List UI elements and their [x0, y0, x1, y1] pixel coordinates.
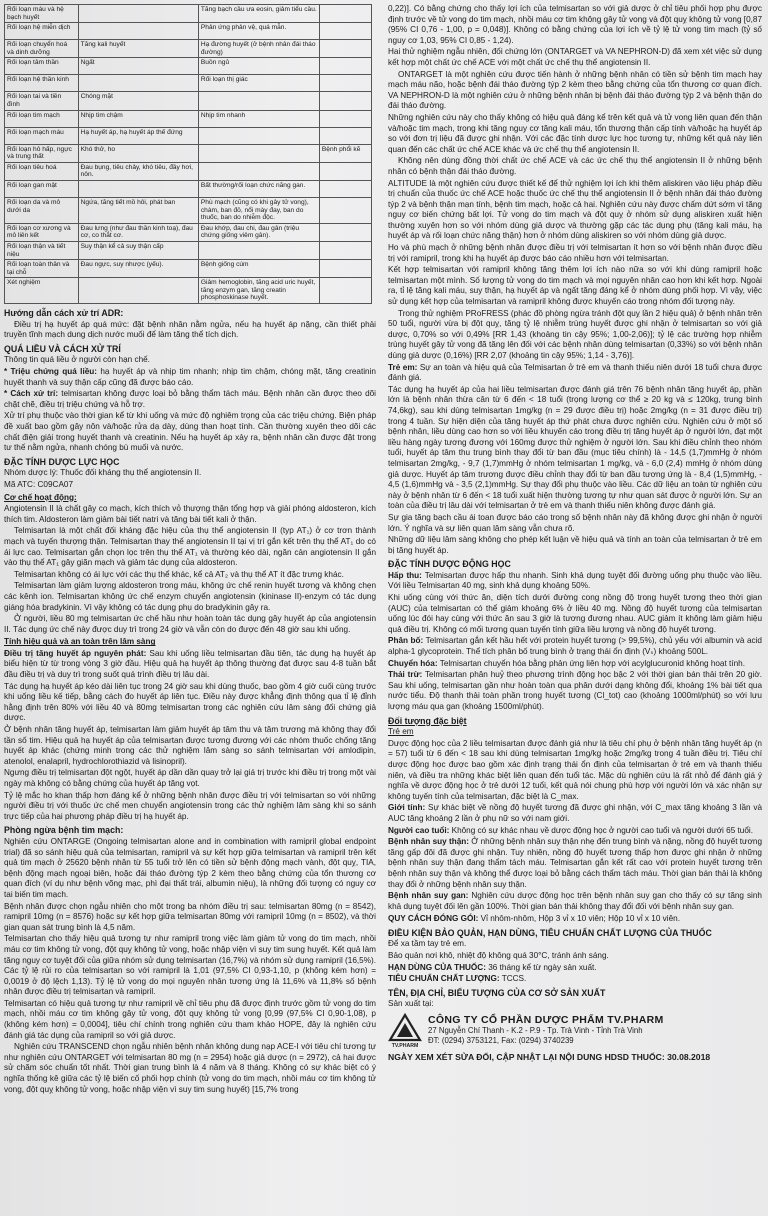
children-note: Trẻ em: Sự an toàn và hiệu quả của Telmisartan ở trẻ em và thanh thiếu niên dưới 18 tuổi chưa được đánh giá.	[388, 362, 762, 383]
adr-table-cell: Khó thở, ho	[78, 144, 198, 162]
essential-2: Tác dụng hạ huyết áp kéo dài liên tục trong 24 giờ sau khi dùng thuốc, bao gồm 4 giờ cuối cùng trước khi uống liều kế tiếp, bằng cách đo huyết áp liên tục. Điều này được khẳng định thông qua tỉ lệ đỉnh hằng định trên 80% với liều 40 và 80mg telmisartan trong các nghiên cứu lâm sàng đối chứng giả dược.	[4, 681, 376, 723]
adr-table-cell	[319, 40, 371, 58]
adr-table-cell: Đau bụng, tiêu chảy, khó tiêu, đầy hơi, nôn.	[78, 162, 198, 180]
right-column	[388, 4, 762, 1212]
adr-table-cell: Phù mạch (cũng có khi gây tử vong), chàm, ban đỏ, nổi mày đay, ban do thuốc, ban do nhiễm độc.	[198, 197, 319, 223]
atc-code: Mã ATC: C09CA07	[4, 479, 74, 489]
adr-table-cell: Hạ huyết áp, hạ huyết áp thế đứng	[78, 127, 198, 144]
absorption-2: Khi uống cùng với thức ăn, diện tích dưới đường cong nồng độ trong huyết tương theo thời gian (AUC) của telmisartan có thể giảm khoảng 6% ở liều 40 mg. Nồng độ huyết tương của telmisartan uống lúc đói hay cùng với thức ăn sau 3 giờ là tương đương nhau. AUC giảm ít không làm giảm hiệu quả điều trị. Không có mối tương quan tuyến tính giữa liều lượng và nồng độ huyết tương.	[388, 593, 762, 634]
cv-1: Nghiên cứu ONTARGE (Ongoing telmisartan alone and in combination with ramipril global endpoint trial) đã so sánh hiệu quả của telmisartan, ramipril và sự kết hợp giữa telmisartan và ramipril trên kết quả tim mạch ở 25620 bệnh nhân từ 55 tuổi trở lên có tiền sử bệnh động mạch vành, đột quỵ, TIA, bệnh động mạch ngoại biên, hoặc đái tháo đường týp 2 kèm theo bằng chứng của tổn thương cơ quan đích (ví dụ như bệnh võng mạc, phì đại thất trái, albumin niệu), là những đối tượng có nguy cơ tai biến tim mạch.	[4, 836, 376, 899]
adr-table-cell: Rối loạn hô hấp, ngực và trung thất	[5, 144, 79, 162]
adr-table-row	[5, 180, 372, 197]
sex: Giới tính: Sự khác biệt về nồng độ huyết tương đã được ghi nhận, với C_max tăng khoảng 3 lần và AUC tăng khoảng 2 lần ở phụ nữ so với nam giới.	[388, 803, 762, 823]
adr-heading: Hướng dẫn cách xử trí ADR:	[4, 308, 124, 319]
adr-table-row	[5, 92, 372, 110]
overdose-treatment-2: Xử trí phụ thuộc vào thời gian kể từ khi uống và mức độ nghiêm trọng của các triệu chứng. Biện pháp đề xuất bao gồm gây nôn và/hoặc rửa dạ dày, dùng than hoạt tính. Cần thường xuyên theo dõi các chất điện giải trong huyết thanh và creatinin. Nếu hạ huyết áp xảy ra, bệnh nhân cần được đặt trong tư thế nằm ngửa, nhanh chóng bù muối và nước.	[4, 411, 376, 453]
adr-table-cell: Rối loạn thận và tiết niệu	[5, 241, 79, 259]
quality-standard: TIÊU CHUẨN CHẤT LƯỢNG: TCCS.	[388, 974, 527, 984]
r4: Những nghiên cứu này cho thấy không có hiệu quả đáng kể trên kết quả và tử vong liên quan đến thận và/hoặc tim mạch, trong khi tăng nguy cơ tăng kali máu, tổn thương thận cấp tính và/hoặc hạ huyết áp so với đơn trị liệu đã được ghi nhận. Với các đặc tính dược lực học tương tự, những kết quả này liên quan đến các chất ức chế ACE khác và ức chế thụ thể angiotensin II.	[388, 112, 762, 154]
renal: Bệnh nhân suy thận: Ở những bệnh nhân suy thận nhẹ đến trung bình và nặng, nồng độ huyết tương tăng gấp đôi đã được ghi nhận. Tuy nhiên, nồng độ huyết tương thấp hơn được ghi nhận ở những bệnh nhân suy thận đang thẩm tách máu. Telmisartan gắn kết rất cao với protein huyết tương trên bệnh nhân suy thận và không thể được loại bỏ bằng cách thẩm tách máu. Thời gian bán thải là không thay đổi ở những bệnh nhân suy thận.	[388, 837, 762, 889]
adr-table-cell: Tăng kali huyết	[78, 40, 198, 58]
adr-table-cell	[319, 75, 371, 92]
adr-table-cell: Xét nghiệm	[5, 278, 79, 304]
storage-2: Bảo quản nơi khô, nhiệt độ không quá 30°C, tránh ánh sáng.	[388, 951, 609, 961]
adr-table-row	[5, 58, 372, 75]
adr-table-cell	[319, 278, 371, 304]
adr-table-cell	[319, 162, 371, 180]
adr-table-cell	[319, 127, 371, 144]
essential-5: Tỷ lệ mắc ho khan thấp hơn đáng kể ở những bệnh nhân được điều trị với telmisartan so với những người điều trị với thuốc ức chế men chuyển angiotensin trong các thử nghiệm lâm sàng khi so sánh trực tiếp của hai phương pháp điều trị hạ huyết áp.	[4, 790, 376, 821]
adr-table-cell: Rối loạn toàn thân và tại chỗ	[5, 260, 79, 278]
adr-table-cell: Suy thận kể cả suy thận cấp	[78, 241, 198, 259]
metabolism: Chuyển hóa: Telmisartan chuyển hóa bằng phản ứng liên hợp với acylglucuronid không hoạt tính.	[388, 658, 745, 668]
adr-table-row	[5, 5, 372, 23]
company-name: CÔNG TY CỔ PHẦN DƯỢC PHẨM TV.PHARM	[428, 1014, 664, 1027]
adr-table-cell	[198, 127, 319, 144]
hepatic: Bệnh nhân suy gan: Nghiên cứu dược động học trên bệnh nhân suy gan cho thấy có sự tăng sinh khả dụng tuyệt đối lên gần 100%. Thời gian bán thải không thay đổi đối với bệnh nhân suy gan.	[388, 891, 762, 911]
r1: 0,22)]. Có bằng chứng cho thấy lợi ích của telmisartan so với giả dược ở chỉ tiêu phối hợp phụ được định trước về tử vong do tim mạch, nhồi máu cơ tim không gây tử vong và đột quỵ không tử vong [0,87 (95% CI 0,76 - 1,00, p = 0,048)]. Không có bằng chứng của lợi ích về tỷ lệ tử vong tim mạch (tỷ số nguy cơ 1,03, 95% CI 0,85 - 1,24).	[388, 4, 762, 45]
packaging: QUY CÁCH ĐÓNG GÓI: Vỉ nhôm-nhôm, Hộp 3 vỉ x 10 viên; Hộp 10 vỉ x 10 viên.	[388, 914, 680, 924]
company-phone: ĐT: (0294) 3753121, Fax: (0294) 3740239	[428, 1036, 574, 1046]
adr-table-cell: Đau ngực, suy nhược (yếu).	[78, 260, 198, 278]
adr-table-row	[5, 260, 372, 278]
adr-table-cell	[319, 23, 371, 40]
revision-date: NGÀY XEM XÉT SỬA ĐỔI, CẬP NHẬT LẠI NỘI DUNG HDSD THUỐC: 30.08.2018	[388, 1052, 711, 1063]
elimination: Thải trừ: Telmisartan phân huỷ theo phương trình động học bậc 2 với thời gian bán thải trên 20 giờ. Sau khi uống, telmisartan gần như hoàn toàn qua phân dưới dạng không đổi, khoảng 1% bài tiết qua nước tiểu. Độ thanh thải toàn phần trong huyết tương (Cl_tot) cao (khoảng 1000ml/phút) so với lưu lượng máu qua gan (khoảng 1500ml/phút).	[388, 670, 762, 711]
company-info	[428, 1013, 664, 1047]
logo-text: TV.PHARM	[391, 1043, 419, 1050]
adr-table-row	[5, 127, 372, 144]
r2: Hai thử nghiệm ngẫu nhiên, đối chứng lớn (ONTARGET và VA NEPHRON-D) đã xem xét việc sử dụng kết hợp một chất ức chế ACE với một chất ức chế thụ thể angiotensin II.	[388, 47, 762, 67]
adr-table-cell: Tăng bạch cầu ưa eosin, giảm tiểu cầu.	[198, 5, 319, 23]
adr-table-row	[5, 144, 372, 162]
essential-hypertension: Điều trị tăng huyết áp nguyên phát: Sau khi uống liều telmisartan đầu tiên, tác dụng hạ huyết áp biểu hiện từ từ trong vòng 3 giờ đầu. Hiệu quả hạ huyết áp thông thường đạt được sau 4-8 tuần bắt đầu điều trị và duy trì trong suốt quá trình điều trị lâu dài.	[4, 648, 376, 680]
adr-table-cell: Giảm hemoglobin, tăng acid uric huyết, tăng enzym gan, tăng creatin phosphoskinase huyết.	[198, 278, 319, 304]
adr-table-row	[5, 241, 372, 259]
adr-table-cell: Rối loạn tim mạch	[5, 110, 79, 127]
essential-4: Ngưng điều trị telmisartan đột ngột, huyết áp dần dần quay trở lại giá trị trước khi điều trị trong một vài ngày mà không có bằng chứng của huyết áp tăng vọt.	[4, 768, 376, 788]
company-block	[388, 1013, 762, 1049]
adr-table-cell	[198, 162, 319, 180]
adr-table-row	[5, 75, 372, 92]
adr-table-cell: Bệnh phổi kẽ	[319, 144, 371, 162]
adr-table-cell	[198, 92, 319, 110]
adr-table-cell: Rối loạn thị giác	[198, 75, 319, 92]
manufacturer-heading: TÊN, ĐỊA CHỈ, BIỂU TƯỢNG CỦA CƠ SỞ SẢN XUẤT	[388, 987, 606, 998]
pharmacologic-group: Nhóm dược lý: Thuốc đối kháng thụ thể angiotensin II.	[4, 468, 202, 478]
cv-4: Telmisartan có hiệu quả tương tự như ramipril về chỉ tiêu phụ đã được định trước gồm tử vong do tim mạch, nhồi máu cơ tim không gây tử vong, đột quỵ không tử vong [0,99 (97,5% CI 0,90-1,08), p (không kém hơn) = 0,0004], tiêu chí chính trong nghiên cứu tham khảo HOPE, đây là nghiên cứu đánh giá tác dụng của ramipril so với giả dược.	[4, 998, 376, 1040]
mechanism-3: Telmisartan không có ái lực với các thụ thể khác, kể cả AT₂ và thụ thể AT ít đặc trưng khác.	[14, 569, 344, 579]
adr-table-cell: Rối loạn tiêu hoá	[5, 162, 79, 180]
adr-table-cell	[319, 92, 371, 110]
overdose-intro: Thông tin quá liều ở người còn hạn chế.	[4, 355, 150, 365]
r7: Ho và phù mạch ở những bệnh nhân được điều trị với telmisartan ít hơn so với bệnh nhân được điều trị với ramipril, trong khi hạ huyết áp được báo cáo nhiều hơn với telmisartan.	[388, 243, 762, 263]
mechanism-5: Ở người, liều 80 mg telmisartan ức chế hầu như hoàn toàn tác dụng gây huyết áp của angiotensin II. Tác dụng ức chế này được duy trì trong 24 giờ và vẫn còn do được đến 48 giờ sau khi uống.	[4, 614, 376, 634]
adr-table-cell: Bất thường/rối loạn chức năng gan.	[198, 180, 319, 197]
adr-table-cell: Đau khớp, đau chi, đau gân (triệu chứng giống viêm gân).	[198, 223, 319, 241]
adr-table-cell: Rối loạn hệ thần kinh	[5, 75, 79, 92]
adr-table-cell	[319, 197, 371, 223]
adr-table-cell: Chóng mặt	[78, 92, 198, 110]
adr-table-cell: Rối loạn da và mô dưới da	[5, 197, 79, 223]
cv-5: Nghiên cứu TRANSCEND chọn ngẫu nhiên bệnh nhân không dung nạp ACE-I với tiêu chí tương tự như nghiên cứu ONTARGET với telmisartan 80 mg (n = 2954) hoặc giả dược (n = 2972), cả hai được sử chăm sóc chuẩn tốt nhất. Thời gian trung bình là 4 năm và 8 tháng. Không có sự khác biệt có ý nghĩa thống kê giữa các tỷ lệ biến cố phối hợp chính (tử vong do tim mạch, nhồi máu cơ tim không tử vong, đột quỵ không tử vong, hoặc nhập viện vì suy tim sung huyết) [15,7% trong	[4, 1042, 376, 1094]
r8: Kết hợp telmisartan với ramipril không tăng thêm lợi ích nào nữa so với khi dùng ramipril hoặc telmisartan một mình. Số lượng tử vong do tim mạch và mọi nguyên nhân cao hơn khi kết hợp. Ngoài ra, tỉ lệ tăng kali máu, suy thận, hạ huyết áp và ngất tăng đáng kể ở nhóm dùng phối hợp. Vì vậy, việc sử dụng kết hợp của telmisartan và ramipril không được khuyến cáo trong nhóm đối tượng này.	[388, 265, 762, 307]
cv-prevention-heading: Phòng ngừa bệnh tim mạch:	[4, 825, 124, 836]
adr-table-cell	[78, 5, 198, 23]
efficacy-heading: Tính hiệu quả và an toàn trên lâm sàng	[4, 637, 156, 647]
adr-table-cell: Rối loạn gan mật	[5, 180, 79, 197]
adr-table-cell	[198, 241, 319, 259]
absorption: Hấp thu: Telmisartan được hấp thu nhanh. Sinh khả dụng tuyệt đối đường uống phụ thuộc vào liều. Với liều Telmisartan 40 mg, sinh khả dụng khoảng 50%.	[388, 570, 762, 591]
tvpharm-logo-icon	[388, 1013, 422, 1049]
adr-text: Điều trị hạ huyết áp quá mức: đặt bệnh nhân nằm ngửa, nếu hạ huyết áp nặng, cần thiết phải truyền tĩnh mạch dung dịch nước muối để làm tăng thể tích dịch.	[4, 319, 376, 340]
essential-3: Ở bệnh nhân tăng huyết áp, telmisartan làm giảm huyết áp tâm thu và tâm trương mà không thay đổi tần số tim. Hiệu quả hạ huyết áp của telmisartan được tương đương với các nhóm thuốc chống tăng huyết áp khác (chứng minh trong các thử nghiệm lâm sàng so sánh telmisartan với amlodipin, atenolol, enalapril, hydrochlorothiazid và lisinopril).	[4, 725, 376, 766]
adr-table-cell: Rối loạn máu và hệ bạch huyết	[5, 5, 79, 23]
adr-table-cell: Hạ đường huyết (ở bệnh nhân đái tháo đường)	[198, 40, 319, 58]
adr-table-cell	[198, 144, 319, 162]
adr-table-cell: Rối loạn mạch máu	[5, 127, 79, 144]
cv-2: Bệnh nhân được chọn ngẫu nhiên cho một trong ba nhóm điều trị sau: telmisartan 80mg (n = 8542), ramipril 10mg (n = 8576) hoặc sự kết hợp giữa telmisartan 80mg với ramipril 10mg (n = 8502), và thời gian quan sát trung bình là 4,5 năm.	[4, 901, 376, 932]
r12: Những dữ liệu lâm sàng không cho phép kết luận về hiệu quả và tính an toàn của telmisartan ở trẻ em bị tăng huyết áp.	[388, 535, 762, 555]
special-children-heading: Trẻ em	[388, 727, 414, 737]
adr-table-row	[5, 278, 372, 304]
company-address: 27 Nguyễn Chí Thanh - K.2 - P.9 - Tp. Trà Vinh - Tỉnh Trà Vinh	[428, 1025, 643, 1035]
special-children-text: Dược động học của 2 liều telmisartan được đánh giá như là tiêu chí phụ ở bệnh nhân tăng huyết áp (n = 57) tuổi từ 6 đến < 18 sau khi dùng telmisartan 1mg/kg hoặc 2mg/kg trong 4 tuần điều trị. Tiêu chí dược động học được bao gồm xác định trạng thái ổn định của telmisartan ở trẻ em và thanh thiếu niên, và điều tra những khác biệt liên quan đến tuổi tác. Mặc dù nghiên cứu là rất nhỏ để đánh giá ý nghĩa về dược động học ở trẻ dưới 12 tuổi, kết quả nói chung phù hợp với người lớn và xác nhận sự không tuyến tính của telmisartan, đặc biệt là C_max.	[388, 738, 762, 801]
adr-table-cell: Ngất	[78, 58, 198, 75]
overdose-heading: QUÁ LIỀU VÀ CÁCH XỬ TRÍ	[4, 343, 121, 354]
adr-table-cell	[319, 58, 371, 75]
mechanism-heading: Cơ chế hoạt động:	[4, 492, 77, 502]
manufacturer-label: Sản xuất tại:	[388, 999, 434, 1009]
adr-table-cell: Rối loạn chuyển hoá và dinh dưỡng	[5, 40, 79, 58]
pharmacokinetics-heading: ĐẶC TÍNH DƯỢC ĐỘNG HỌC	[388, 559, 511, 570]
r11: Sự gia tăng bạch cầu ái toan được báo cáo trong số bệnh nhân này đã không được ghi nhận ở người lớn. Ý nghĩa và sự liên quan lâm sàng vẫn chưa rõ.	[388, 512, 762, 533]
storage-heading: ĐIỀU KIỆN BẢO QUẢN, HẠN DÙNG, TIÊU CHUẨN CHẤT LƯỢNG CỦA THUỐC	[388, 927, 712, 938]
storage-1: Để xa tầm tay trẻ em.	[388, 939, 467, 949]
adr-table-cell	[319, 260, 371, 278]
adr-table	[4, 4, 372, 304]
r10: Tác dụng hạ huyết áp của hai liều telmisartan được đánh giá trên 76 bệnh nhân tăng huyết áp, phần lớn là bệnh nhân thừa cân từ 6 đến < 18 tuổi (trọng lượng cơ thể ≥ 20 kg và ≤ 120kg, trung bình 74,6kg), sau khi dùng telmisartan 1mg/kg (n = 29 được điều trị) hoặc 2mg/kg (n = 31 được điều trị) trong 4 tuần. Sự hiện diện của tăng huyết áp thứ phát chưa được nghiên cứu. Nghiên cứu ở một số bệnh nhân, liều dùng cao hơn so với liều khuyến cáo trong điều trị tăng huyết áp ở người lớn, đạt một liều hàng ngày tương đương với 160mg được thử nghiệm ở người lớn. Sau khi điều chỉnh theo nhóm tuổi, huyết áp tâm thu trung bình thay đổi từ ban đầu (mục tiêu chính) là - 14,5 (1,7)mmHg ở nhóm telmisartan 2mg/kg, - 9,7 (1,7)mmHg ở nhóm telmisartan 1 mg/kg, và - 6,0 (2,4) mmHg ở nhóm dùng giả dược. Huyết áp tâm trương được điều chỉnh thay đổi từ ban đầu tương ứng là - 8,4 (1,5)mmHg, - 4,5 (1,6)mmHg và - 3,5 (2,1)mmHg. Sự thay đổi phụ thuộc vào liều. Các dữ liệu an toàn từ nghiên cứu này ở bệnh nhân từ 6 đến < 18 tuổi xuất hiện thường tương tự như quan sát được ở người lớn. Sự an toàn của điều trị lâu dài với telmisartan ở trẻ em và thanh thiếu niên không được đánh giá.	[388, 384, 762, 511]
adr-table-cell: Bệnh giống cúm	[198, 260, 319, 278]
adr-table-cell	[78, 75, 198, 92]
adr-table-cell	[319, 241, 371, 259]
adr-table-cell	[319, 223, 371, 241]
adr-table-row	[5, 23, 372, 40]
mechanism-2: Telmisartan là một chất đối kháng đặc hiệu của thụ thể angiotensin II (typ AT₁) ở cơ trơn thành mạch và tuyến thượng thận. Telmisartan thay thế angiotensin II tại vị trí gắn kết trên thụ thể AT₁ do có ái lực cao. Telmisartan gắn chọn lọc trên thụ thể AT₁ và thường kéo dài, ngăn cản angiotensin II gắn vào thụ thể AT₁ gây giãn mạch và giảm tác dụng của aldosteron.	[4, 526, 376, 568]
elderly: Người cao tuổi: Không có sự khác nhau về dược động học ở người cao tuổi và người dưới 65 tuổi.	[388, 825, 754, 835]
r3: ONTARGET là một nghiên cứu được tiến hành ở những bệnh nhân có tiền sử bệnh tim mạch hay mạch máu não, hoặc bệnh đái tháo đường týp 2 kèm theo bằng chứng của tổn thương cơ quan đích. VA NEPHRON-D là một nghiên cứu ở những bệnh nhân bị bệnh đái tháo đường týp 2 và bệnh thận do đái tháo đường.	[388, 69, 762, 111]
adr-table-cell: Rối loạn hệ miễn dịch	[5, 23, 79, 40]
adr-table-cell: Đau lưng (như đau thần kinh toạ), đau cơ, co thắt cơ.	[78, 223, 198, 241]
r6: ALTITUDE là một nghiên cứu được thiết kế để thử nghiệm lợi ích khi thêm aliskiren vào liệu pháp điều trị chuẩn của thuốc ức chế ACE hoặc thuốc ức chế thụ thể angiotensin II ở bệnh nhân đái tháo đường týp 2 và bệnh thận mạn tính, bệnh tim mạch, hoặc cả hai. Nghiên cứu này được chấm dứt sớm vì tăng nguy cơ biến chứng bất lợi. Tử vong do tim mạch và đột quỵ ở nhóm sử dụng aliskiren xuất hiện thường xuyên hơn so với nhóm dùng giả dược và thường gặp các tác dụng phụ (tăng kali máu, hạ huyết áp và rối loạn chức năng thận) hơn ở nhóm dùng aliskiren so với nhóm dùng giả dược.	[388, 178, 762, 241]
adr-table-cell: Rối loạn cơ xương và mô liên kết	[5, 223, 79, 241]
mechanism-4: Telmisartan làm giảm lượng aldosteron trong máu, không ức chế renin huyết tương và không chẹn các kênh ion. Telmisartan không ức chế enzym chuyển angiotensin (kininase II)-enzym có tác dụng giáng hóa bradykinin. Vì vậy không có tác dụng phụ do bradykinin gây ra.	[4, 581, 376, 612]
adr-table-row	[5, 197, 372, 223]
adr-table-row	[5, 223, 372, 241]
adr-table-row	[5, 110, 372, 127]
adr-table-cell: Buồn ngủ	[198, 58, 319, 75]
mechanism-1: Angiotensin II là chất gây co mạch, kích thích vỏ thượng thận tổng hợp và giải phóng aldosteron, kích thích tim. Aldosteron làm giảm bài tiết natri và tăng bài tiết kali ở thận.	[4, 504, 376, 524]
adr-table-cell	[78, 278, 198, 304]
adr-table-cell	[319, 180, 371, 197]
r9: Trong thử nghiệm PRoFRESS (phác đồ phòng ngừa tránh đột quỵ lần 2 hiệu quả) ở bệnh nhân trên 50 tuổi, người vừa bị đột quỵ, tăng tỷ lệ nhiễm trùng huyết được ghi nhận ở telmisartan so với giả dược, 0,70% so với 0,49% [RR 1,43 (khoảng tin cậy 95%; 1,00-2,06)]; tỷ lệ các trường hợp nhiễm trùng huyết gây tử vong đã tăng lên đối với các bệnh nhân dùng telmisartan (0,33%) so với bệnh nhân dùng giả dược (0,16%) [RR 2,07 (khoảng tin cậy 95%; 1,14 - 3,76)].	[388, 308, 762, 360]
adr-table-cell	[319, 110, 371, 127]
overdose-symptoms: * Triệu chứng quá liều: hạ huyết áp và nhịp tim nhanh; nhịp tim chậm, chóng mặt, tăng creatinin huyết thanh và suy thận cấp cũng đã được báo cáo.	[4, 367, 376, 387]
adr-table-cell	[319, 5, 371, 23]
cv-3: Telmisartan cho thấy hiệu quả tương tự như ramipril trong việc làm giảm tử vong do tim mạch, nhồi máu cơ tim không tử vong, đột quỵ không tử vong, hoặc nhập viện vì suy tim sung huyết. Kết quả làm tăng nguy cơ tuyệt đối của giữa nhóm sử dụng telmisartan (16,7%) và nhóm sử dụng ramipril (16,5%). Các tỷ lệ rủi ro của telmisartan so với ramipril là 1,01 (97,5% CI 0,93-1,10, p (không kém hơn) = 0,0019 ở độ lệch 1,13). Tỷ lệ tử vong do mọi nguyên nhân tương ứng là 11,6% và 11,8% số bệnh nhân được điều trị telmisartan và ramipril.	[4, 934, 376, 997]
adr-table-cell	[78, 180, 198, 197]
adr-table-row	[5, 162, 372, 180]
adr-table-cell: Ngứa, tăng tiết mồ hôi, phát ban	[78, 197, 198, 223]
adr-table-cell: Nhịp tim chậm	[78, 110, 198, 127]
shelf-life: HẠN DÙNG CỦA THUỐC: 36 tháng kể từ ngày sản xuất.	[388, 962, 597, 972]
distribution: Phân bố: Telmisartan gắn kết hầu hết với protein huyết tương (> 99,5%), chủ yếu với albumin và acid alpha-1 glycoprotein. Thể tích phân bố trung bình ở trạng thái ổn định (Vₛ) khoảng 500L.	[388, 636, 762, 657]
adr-table-cell: Rối loạn tai và tiền đình	[5, 92, 79, 110]
adr-table-cell	[78, 23, 198, 40]
pharmacodynamics-heading: ĐẶC TÍNH DƯỢC LỰC HỌC	[4, 456, 120, 467]
adr-table-row	[5, 40, 372, 58]
special-populations-heading: Đối tượng đặc biệt	[388, 715, 467, 726]
adr-table-cell: Nhịp tim nhanh	[198, 110, 319, 127]
r5: Không nên dùng đồng thời chất ức chế ACE và các ức chế thụ thể angiotensin II ở những bệnh nhân có bệnh thận đái tháo đường.	[388, 156, 762, 176]
left-column	[4, 4, 376, 1212]
adr-table-cell: Phản ứng phản vệ, quá mẫn.	[198, 23, 319, 40]
overdose-treatment: * Cách xử trí: telmisartan không được loại bỏ bằng thẩm tách máu. Bệnh nhân cần được theo dõi chặt chẽ, điều trị triệu chứng và hỗ trợ.	[4, 389, 376, 409]
adr-table-cell: Rối loạn tâm thần	[5, 58, 79, 75]
